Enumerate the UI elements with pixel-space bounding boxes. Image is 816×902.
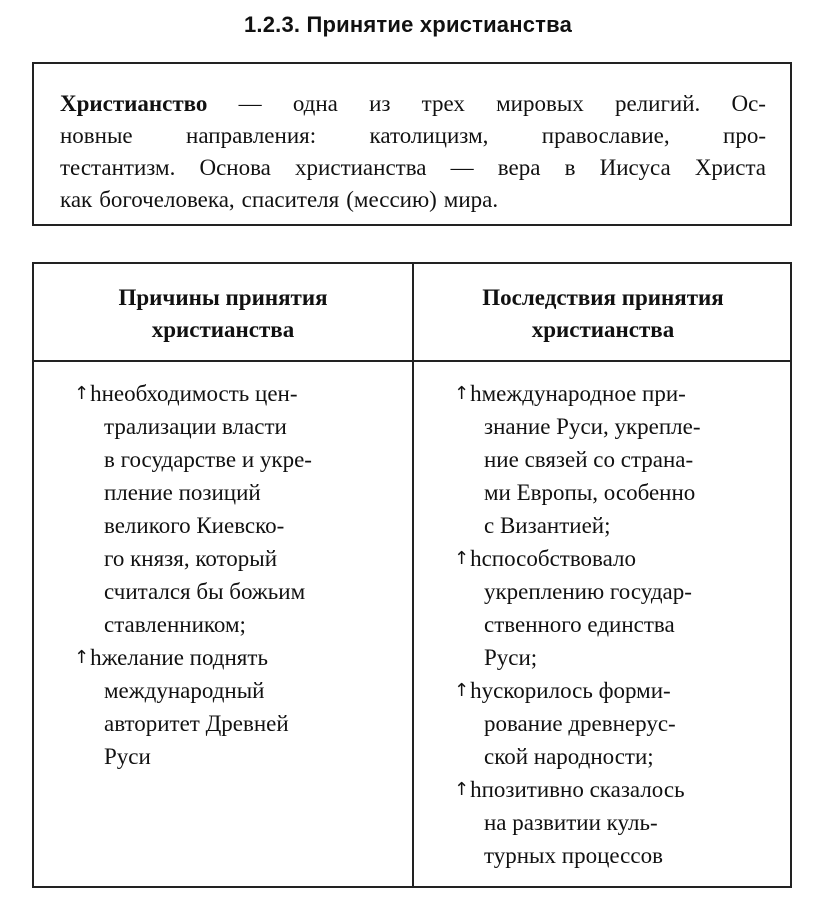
- list-item-text: с Византией;: [484, 513, 611, 538]
- list-item: [454, 377, 774, 542]
- list-item-line: [454, 377, 774, 410]
- definition-word: Христа: [694, 155, 766, 180]
- definition-word: новные: [60, 123, 133, 148]
- list-item-line: [454, 443, 774, 476]
- list-item-text: считался бы божьим: [104, 579, 306, 604]
- list-item-line: [74, 674, 394, 707]
- consequences-header-line: христианства: [531, 317, 675, 342]
- bullet-marker: h: [470, 381, 482, 406]
- definition-word: мира.: [443, 187, 499, 212]
- list-item-text: трализации власти: [104, 414, 287, 439]
- list-item-line: [74, 542, 394, 575]
- list-item-line: [74, 377, 394, 410]
- list-item-line: [454, 509, 774, 542]
- list-item-line: [454, 542, 774, 575]
- list-item-text: Руси: [104, 744, 151, 769]
- list-item-line: [74, 509, 394, 542]
- definition-word: как: [60, 187, 93, 212]
- header-divider: [34, 360, 790, 362]
- list-item-text: способствовало: [481, 546, 637, 571]
- definition-word: в: [564, 155, 576, 180]
- list-item-text: необходимость цен-: [101, 381, 298, 406]
- arrow-up-icon: ↑: [454, 779, 470, 800]
- list-item-line: [74, 410, 394, 443]
- list-item-line: [74, 575, 394, 608]
- consequences-header-line: Последствия принятия: [482, 285, 724, 310]
- definition-word: одна: [292, 91, 338, 116]
- list-item-text: на развитии куль-: [484, 810, 658, 835]
- definition-word: спасителя: [241, 187, 340, 212]
- list-item: [454, 773, 774, 872]
- definition-word: Иисуса: [599, 155, 671, 180]
- bullet-marker: h: [90, 645, 102, 670]
- reasons-consequences-table: [32, 262, 792, 888]
- bullet-marker: h: [470, 546, 482, 571]
- list-item-text: знание Руси, укрепле-: [484, 414, 701, 439]
- list-item-line: [74, 740, 394, 773]
- definition-word: тестантизм.: [60, 155, 176, 180]
- definition-word: (мессию): [346, 187, 437, 212]
- list-item-line: [74, 476, 394, 509]
- definition-word: направления:: [186, 123, 317, 148]
- list-item-text: рование древнерус-: [484, 711, 676, 736]
- bullet-marker: h: [90, 381, 102, 406]
- list-item-line: [454, 641, 774, 674]
- list-item-text: международное при-: [481, 381, 686, 406]
- list-item-text: в государстве и укре-: [104, 447, 312, 472]
- arrow-up-icon: ↑: [74, 383, 90, 404]
- definition-word: католицизм,: [369, 123, 489, 148]
- list-item-text: великого Киевско-: [104, 513, 285, 538]
- list-item: [74, 641, 394, 773]
- list-item-line: [74, 641, 394, 674]
- definition-word: про-: [723, 123, 766, 148]
- list-item-text: авторитет Древней: [104, 711, 289, 736]
- list-item-text: ми Европы, особенно: [484, 480, 696, 505]
- bullet-marker: h: [470, 777, 482, 802]
- definition-word: православие,: [541, 123, 670, 148]
- list-item-text: укреплению государ-: [484, 579, 692, 604]
- list-item-text: Руси;: [484, 645, 538, 670]
- arrow-up-icon: ↑: [454, 383, 470, 404]
- list-item-line: [454, 839, 774, 872]
- list-item-line: [74, 443, 394, 476]
- list-item-line: [454, 410, 774, 443]
- definition-word: мировых: [496, 91, 584, 116]
- consequences-header: [414, 282, 792, 346]
- definition-word: христианства: [295, 155, 427, 180]
- definition-word: трех: [421, 91, 465, 116]
- definition-word: —: [238, 91, 262, 116]
- list-item-text: пление позиций: [104, 480, 261, 505]
- list-item-line: [454, 806, 774, 839]
- definition-word: богочеловека,: [99, 187, 235, 212]
- list-item-line: [454, 773, 774, 806]
- definition-word: из: [369, 91, 391, 116]
- definition-line-3: [60, 152, 766, 184]
- consequences-list: [454, 377, 774, 872]
- reasons-header: [34, 282, 412, 346]
- definition-word: религий.: [614, 91, 701, 116]
- arrow-up-icon: ↑: [454, 548, 470, 569]
- bullet-marker: h: [470, 678, 482, 703]
- list-item-text: желание поднять: [101, 645, 268, 670]
- list-item-line: [454, 575, 774, 608]
- list-item-text: ускорилось форми-: [481, 678, 671, 703]
- definition-line-1: [60, 88, 766, 120]
- list-item-line: [454, 707, 774, 740]
- list-item-text: ставленником;: [104, 612, 246, 637]
- list-item-line: [74, 707, 394, 740]
- list-item-text: международный: [104, 678, 265, 703]
- arrow-up-icon: ↑: [454, 680, 470, 701]
- list-item-text: ственного единства: [484, 612, 675, 637]
- arrow-up-icon: ↑: [74, 647, 90, 668]
- list-item-line: [454, 740, 774, 773]
- list-item-text: турных процессов: [484, 843, 663, 868]
- list-item-line: [454, 674, 774, 707]
- list-item-text: ние связей со страна-: [484, 447, 694, 472]
- section-title: 1.2.3. Принятие христианства: [243, 12, 573, 37]
- list-item-text: ской народности;: [484, 744, 654, 769]
- reasons-list: [74, 377, 394, 773]
- definition-term: Христианство: [60, 91, 208, 116]
- list-item-line: [454, 476, 774, 509]
- list-item-line: [454, 608, 774, 641]
- reasons-header-line: Причины принятия: [118, 285, 328, 310]
- definition-line-2: [60, 120, 766, 152]
- column-divider: [412, 264, 414, 886]
- list-item-line: [74, 608, 394, 641]
- definition-line-4: [60, 184, 766, 216]
- list-item: [454, 542, 774, 674]
- list-item: [74, 377, 394, 641]
- reasons-header-line: христианства: [151, 317, 295, 342]
- definition-word: вера: [497, 155, 541, 180]
- definition-word: Основа: [199, 155, 271, 180]
- definition-word: Ос-: [731, 91, 766, 116]
- list-item-text: го князя, который: [104, 546, 278, 571]
- list-item: [454, 674, 774, 773]
- list-item-text: позитивно сказалось: [481, 777, 685, 802]
- definition-word: —: [450, 155, 474, 180]
- definition-box: [32, 62, 792, 226]
